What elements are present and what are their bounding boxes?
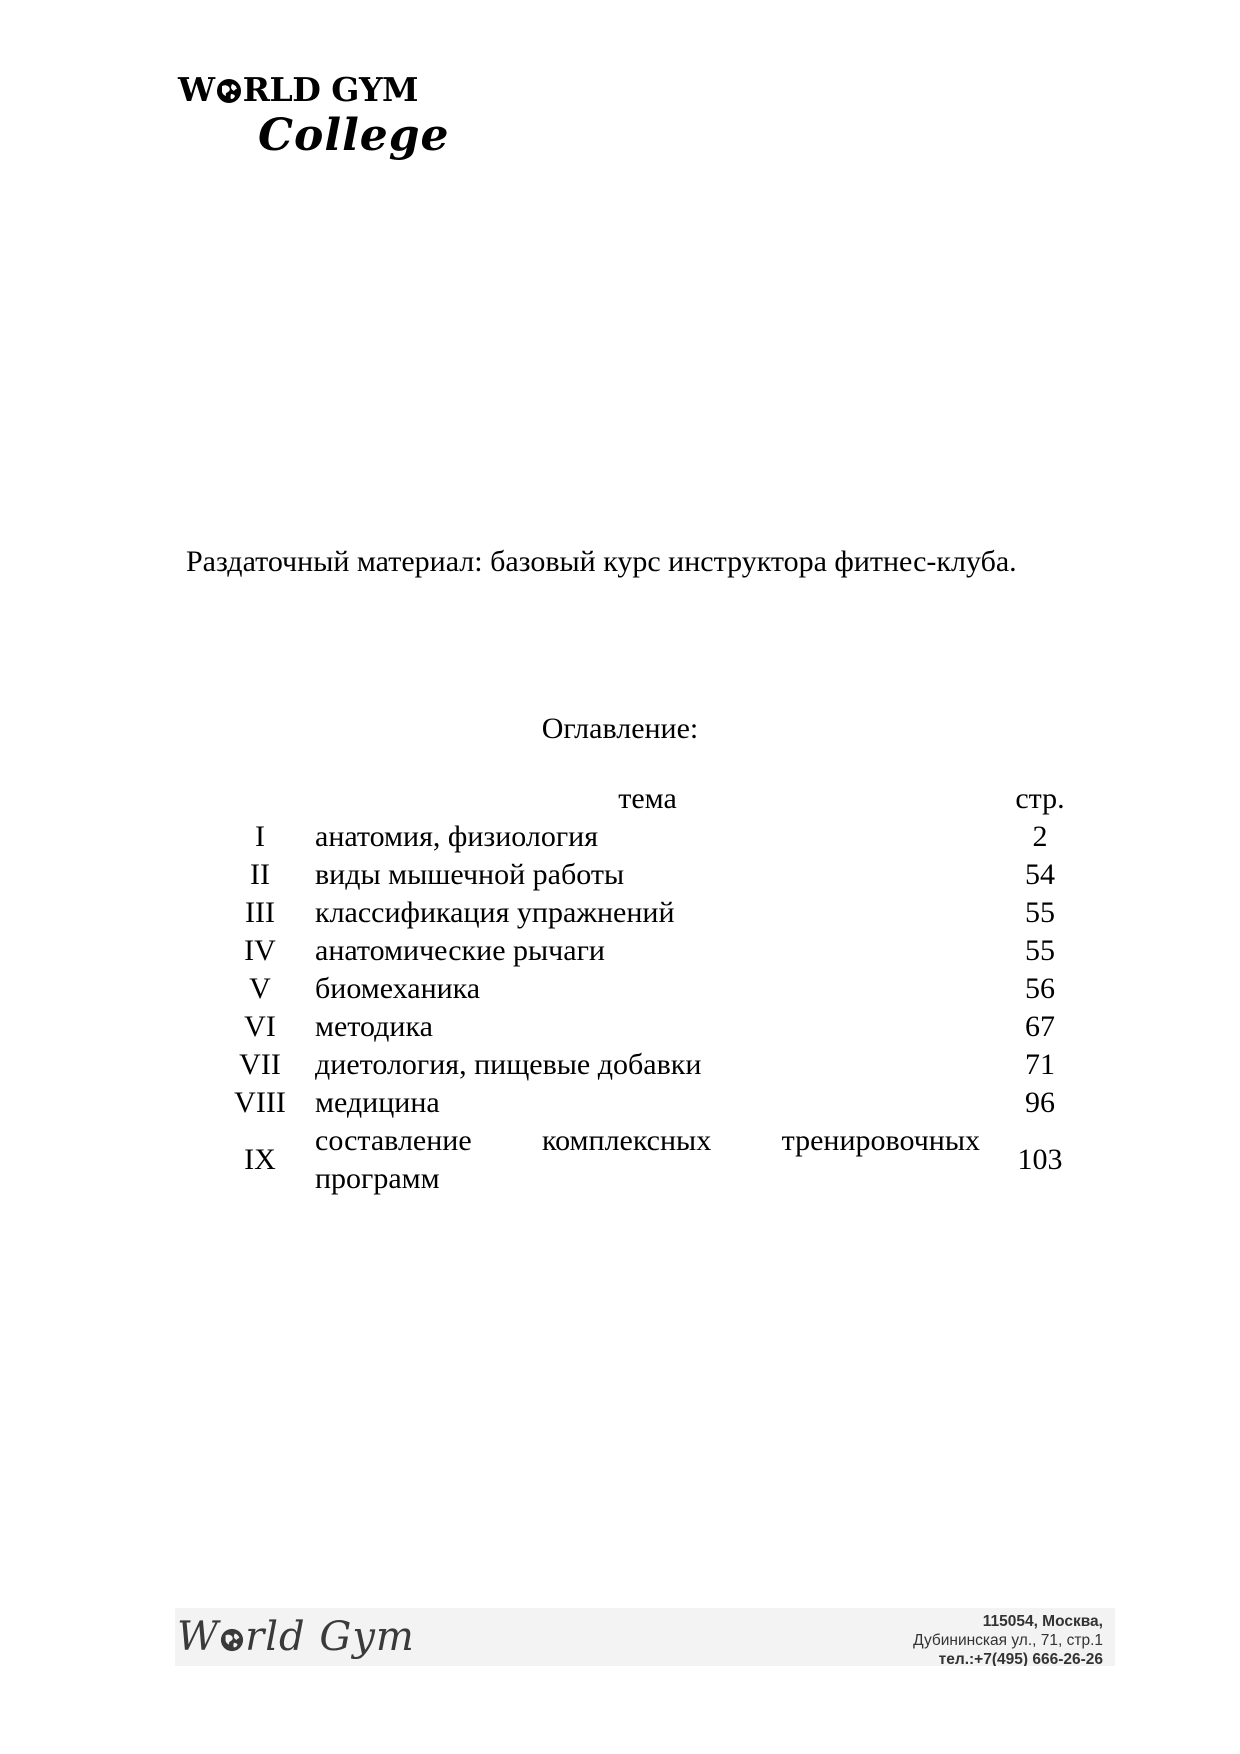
toc-header-row <box>205 780 1100 818</box>
footer-logo-letter-w: W <box>177 1614 220 1660</box>
toc-row-topic: составление комплексных тренировочных программ <box>315 1124 980 1195</box>
toc-row-num: VIII <box>234 1086 286 1119</box>
toc-header-num <box>205 780 315 818</box>
toc-row-num: VI <box>244 1010 276 1043</box>
toc-row-page: 55 <box>1025 896 1055 929</box>
toc-row-page: 96 <box>1025 1086 1055 1119</box>
logo-wordmark <box>178 70 418 109</box>
footer-address <box>913 1612 1103 1666</box>
toc-row <box>205 1008 1100 1046</box>
footer-phone: тел.:+7(495) 666-26-26 <box>938 1651 1103 1666</box>
toc-row <box>205 894 1100 932</box>
toc-heading: Оглавление: <box>541 712 699 745</box>
toc-row <box>205 932 1100 970</box>
footer-address-line2: Дубининская ул., 71, стр.1 <box>913 1632 1103 1649</box>
toc-row-topic: диетология, пищевые добавки <box>315 1048 702 1081</box>
globe-icon <box>220 1628 244 1652</box>
globe-icon <box>216 78 242 104</box>
toc-row-page: 103 <box>1017 1143 1063 1176</box>
toc-row <box>205 970 1100 1008</box>
footer-logo-rest: rld Gym <box>245 1614 415 1660</box>
handout-title: Раздаточный материал: базовый курс инструктора фитнес-клуба. <box>186 545 1017 578</box>
toc-header-topic: тема <box>618 782 677 815</box>
footer-logo <box>177 1614 415 1660</box>
toc-row-num: I <box>255 820 265 853</box>
toc-row-topic: анатомические рычаги <box>315 934 605 967</box>
toc-row-num: II <box>250 858 270 891</box>
toc-row-topic: методика <box>315 1010 433 1043</box>
toc-row-num: VII <box>239 1048 281 1081</box>
world-gym-college-logo <box>178 70 450 165</box>
toc-row-page: 56 <box>1025 972 1055 1005</box>
toc-row <box>205 1046 1100 1084</box>
logo-letter-w: W <box>178 70 215 109</box>
logo-college: College <box>258 110 450 161</box>
toc-row-num: V <box>249 972 271 1005</box>
toc-row-topic: медицина <box>315 1086 440 1119</box>
toc-header-page: стр. <box>1015 782 1065 815</box>
toc-row-page: 71 <box>1025 1048 1055 1081</box>
toc-row <box>205 1122 1100 1198</box>
toc-row-num: IX <box>244 1143 276 1176</box>
toc-row-num: III <box>245 896 275 929</box>
toc-row-topic: анатомия, физиология <box>315 820 599 853</box>
toc-row <box>205 818 1100 856</box>
toc-row-page: 55 <box>1025 934 1055 967</box>
toc-row <box>205 1084 1100 1122</box>
page-footer <box>175 1608 1115 1666</box>
toc-row-topic: классификация упражнений <box>315 896 675 929</box>
toc-row-page: 54 <box>1025 858 1055 891</box>
toc-row <box>205 856 1100 894</box>
toc-row-page: 67 <box>1025 1010 1055 1043</box>
toc-row-topic: биомеханика <box>315 972 481 1005</box>
toc-row-page: 2 <box>1032 820 1048 853</box>
table-of-contents <box>205 780 1100 1198</box>
toc-row-topic: виды мышечной работы <box>315 858 625 891</box>
logo-wordmark-rest: RLD GYM <box>242 70 419 109</box>
footer-address-line1: 115054, Москва, <box>982 1613 1103 1630</box>
toc-row-num: IV <box>244 934 276 967</box>
